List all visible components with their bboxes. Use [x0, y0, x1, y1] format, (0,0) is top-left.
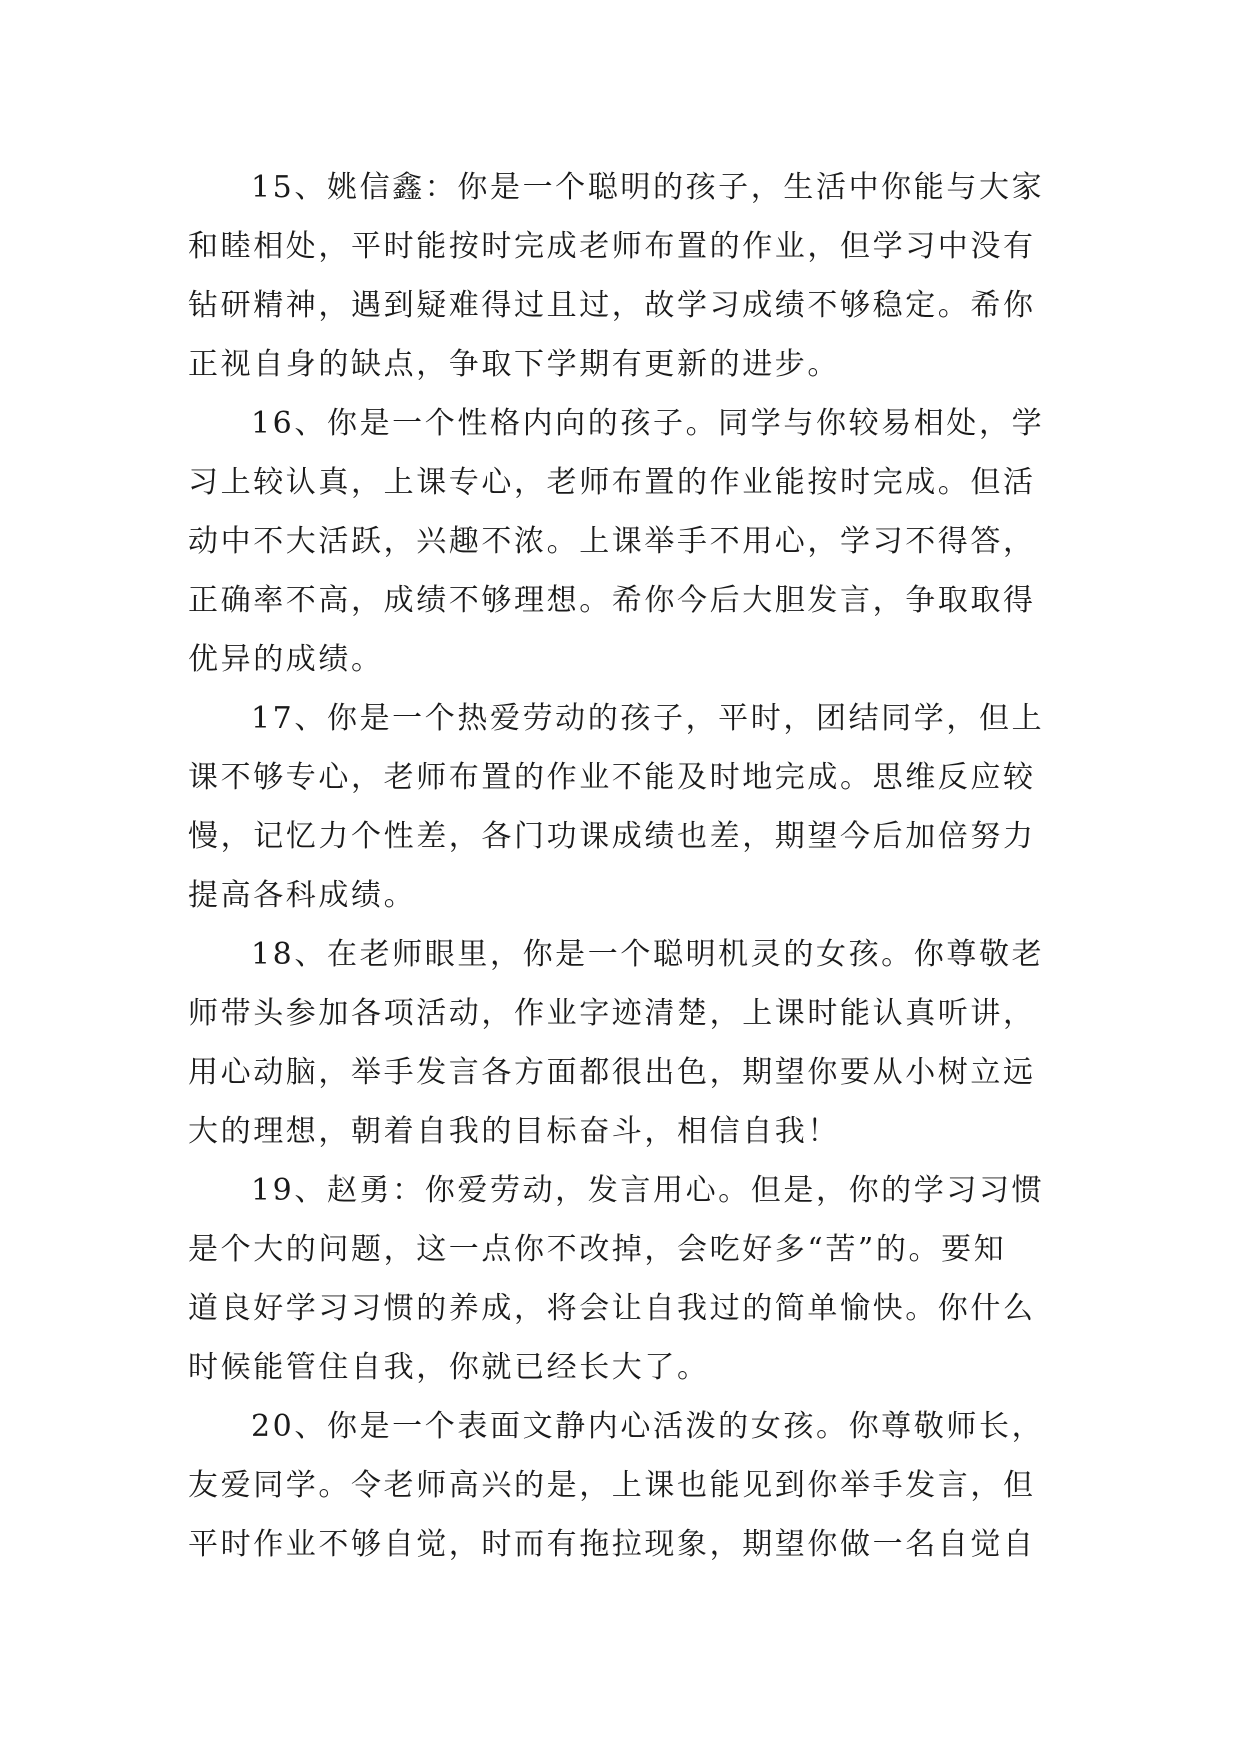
text-line: 18、在老师眼里，你是一个聪明机灵的女孩。你尊敬老 [251, 937, 1045, 972]
text-line: 平时作业不够自觉，时而有拖拉现象，期望你做一名自觉自 [188, 1527, 1036, 1562]
text-line: 19、赵勇：你爱劳动，发言用心。但是，你的学习习惯 [251, 1173, 1045, 1208]
text-line: 优异的成绩。 [188, 642, 384, 677]
text-line: 道良好学习习惯的养成，将会让自我过的简单愉快。你什么 [188, 1291, 1036, 1326]
text-line: 正视自身的缺点，争取下学期有更新的进步。 [188, 347, 840, 382]
text-line: 动中不大活跃，兴趣不浓。上课举手不用心，学习不得答， [188, 524, 1036, 559]
document-body [188, 158, 1056, 1574]
comment-paragraph-16 [188, 394, 1056, 689]
comment-paragraph-19 [188, 1161, 1056, 1397]
text-line: 15、姚信鑫：你是一个聪明的孩子，生活中你能与大家 [251, 170, 1045, 205]
text-line: 习上较认真，上课专心，老师布置的作业能按时完成。但活 [188, 465, 1036, 500]
text-line: 大的理想，朝着自我的目标奋斗，相信自我！ [188, 1114, 840, 1149]
text-line: 提高各科成绩。 [188, 878, 417, 913]
text-line: 17、你是一个热爱劳动的孩子，平时，团结同学，但上 [251, 701, 1045, 736]
text-line: 正确率不高，成绩不够理想。希你今后大胆发言，争取取得 [188, 583, 1036, 618]
text-line: 师带头参加各项活动，作业字迹清楚，上课时能认真听讲， [188, 996, 1036, 1031]
text-line: 时候能管住自我，你就已经长大了。 [188, 1350, 710, 1385]
text-line: 友爱同学。令老师高兴的是，上课也能见到你举手发言，但 [188, 1468, 1036, 1503]
text-line: 20、你是一个表面文静内心活泼的女孩。你尊敬师长， [251, 1409, 1045, 1444]
text-line: 慢，记忆力个性差，各门功课成绩也差，期望今后加倍努力 [188, 819, 1036, 854]
comment-paragraph-20 [188, 1397, 1056, 1574]
comment-paragraph-17 [188, 689, 1056, 925]
text-line: 钻研精神，遇到疑难得过且过，故学习成绩不够稳定。希你 [188, 288, 1036, 323]
comment-paragraph-18 [188, 925, 1056, 1161]
text-line: 和睦相处，平时能按时完成老师布置的作业，但学习中没有 [188, 229, 1036, 264]
text-line: 用心动脑，举手发言各方面都很出色，期望你要从小树立远 [188, 1055, 1036, 1090]
text-line: 16、你是一个性格内向的孩子。同学与你较易相处，学 [251, 406, 1045, 441]
comment-paragraph-15 [188, 158, 1056, 394]
text-line: 课不够专心，老师布置的作业不能及时地完成。思维反应较 [188, 760, 1036, 795]
text-line: 是个大的问题，这一点你不改掉，会吃好多“苦”的。要知 [188, 1232, 1007, 1267]
